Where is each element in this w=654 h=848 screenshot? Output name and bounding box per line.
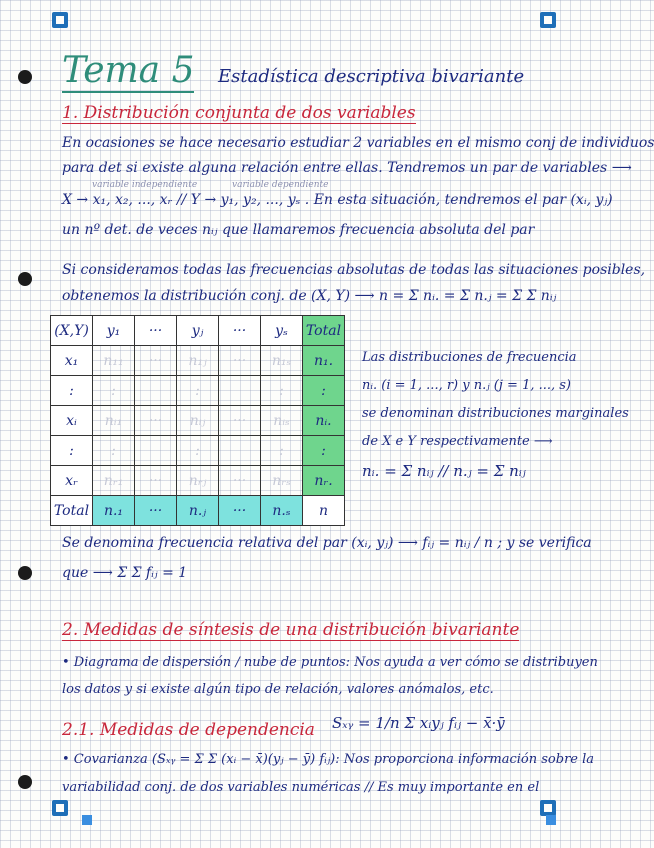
contingency-table [50, 315, 345, 526]
table-cell: yⱼ [177, 316, 219, 346]
subsection-heading: 2.1. Medidas de dependencia [62, 720, 315, 740]
side-note-line: nᵢ. (i = 1, ..., r) y n.ⱼ (j = 1, ..., s) [362, 378, 572, 393]
table-cell: y₁ [93, 316, 135, 346]
table-row [51, 346, 345, 376]
variables-line: X → x₁, x₂, ..., xᵣ // Y → y₁, y₂, ..., yₛ . En esta situación, tendremos el par (xᵢ, yⱼ) [62, 192, 613, 208]
table-cell: ··· [219, 406, 261, 436]
binder-hole-icon [18, 566, 32, 580]
table-cell: yₛ [261, 316, 303, 346]
table-cell: (X,Y) [51, 316, 93, 346]
table-cell: ··· [219, 466, 261, 496]
table-cell: : [303, 376, 345, 406]
table-cell [135, 376, 177, 406]
table-cell [219, 376, 261, 406]
table-cell: : [261, 376, 303, 406]
paragraph-line: un nº det. de veces nᵢⱼ que llamaremos frecuencia absoluta del par [62, 222, 535, 238]
square-mark-icon [82, 815, 92, 825]
table-row [51, 376, 345, 406]
paragraph-line: que ⟶ Σ Σ fᵢⱼ = 1 [62, 565, 188, 581]
table-cell: : [177, 436, 219, 466]
page-subtitle: Estadística descriptiva bivariante [218, 66, 525, 87]
paragraph-line: para det si existe alguna relación entre ellas. Tendremos un par de variables ⟶ [62, 160, 632, 176]
table-cell: n₁. [303, 346, 345, 376]
paragraph-line: obtenemos la distribución conj. de (X, Y) ⟶ n = Σ nᵢ. = Σ n.ⱼ = Σ Σ nᵢⱼ [62, 288, 557, 304]
table-cell: nᵣ₁ [93, 466, 135, 496]
section-1-heading: 1. Distribución conjunta de dos variables [62, 103, 416, 123]
table-cell: n [303, 496, 345, 526]
table-cell: n.ⱼ [177, 496, 219, 526]
table-cell: nᵢₛ [261, 406, 303, 436]
section-2-heading: 2. Medidas de síntesis de una distribución bivariante [62, 620, 520, 640]
table-cell: n.ₛ [261, 496, 303, 526]
table-cell: ··· [135, 406, 177, 436]
table-row [51, 466, 345, 496]
table-cell: n₁ₛ [261, 346, 303, 376]
table-cell: : [51, 376, 93, 406]
table-cell: x₁ [51, 346, 93, 376]
binder-hole-icon [18, 70, 32, 84]
table-cell: nᵣₛ [261, 466, 303, 496]
covariance-formula: Sₓᵧ = 1/n Σ xᵢyⱼ fᵢⱼ − x̄·ȳ [332, 714, 505, 732]
side-note-formula: nᵢ. = Σ nᵢⱼ // n.ⱼ = Σ nᵢⱼ [362, 462, 526, 480]
binder-hole-icon [18, 775, 32, 789]
paragraph-line: Se denomina frecuencia relativa del par (xᵢ, yⱼ) ⟶ fᵢⱼ = nᵢⱼ / n ; y se verifica [62, 535, 592, 551]
table-cell: ··· [135, 496, 177, 526]
table-cell: n₁₁ [93, 346, 135, 376]
table-cell: Total [303, 316, 345, 346]
table-cell: ··· [219, 346, 261, 376]
side-note-line: de X e Y respectivamente ⟶ [362, 434, 553, 449]
bullet-line: • Diagrama de dispersión / nube de puntos: Nos ayuda a ver cómo se distribuyen [62, 655, 598, 670]
table-cell: : [303, 436, 345, 466]
table-cell: Total [51, 496, 93, 526]
table-row [51, 436, 345, 466]
table-row [51, 406, 345, 436]
table-cell: ··· [135, 316, 177, 346]
side-note-line: Las distribuciones de frecuencia [362, 350, 577, 365]
table-cell: xᵢ [51, 406, 93, 436]
table-cell: nᵣ. [303, 466, 345, 496]
bullet-line: • Covarianza (Sₓᵧ = Σ Σ (xᵢ − x̄)(yⱼ − ȳ) fᵢⱼ): Nos proporciona información sobre la [62, 752, 595, 767]
table-cell: : [261, 436, 303, 466]
table-cell [135, 436, 177, 466]
square-mark-icon [546, 815, 556, 825]
table-cell: : [93, 436, 135, 466]
bullet-line: variabilidad conj. de dos variables numéricas // Es muy importante en el [62, 780, 540, 795]
bullet-line: los datos y si existe algún tipo de relación, valores anómalos, etc. [62, 682, 494, 697]
corner-bracket-icon [52, 800, 68, 816]
note-y: variable dependiente [232, 180, 329, 190]
page-title: Tema 5 [62, 50, 195, 91]
table-cell: n₁ⱼ [177, 346, 219, 376]
table-cell: ··· [219, 316, 261, 346]
table-cell: ··· [135, 466, 177, 496]
paragraph-line: En ocasiones se hace necesario estudiar 2 variables en el mismo conj de individuos [62, 135, 654, 151]
table-row [51, 496, 345, 526]
side-note-line: se denominan distribuciones marginales [362, 406, 629, 421]
table-cell: nᵢⱼ [177, 406, 219, 436]
table-cell: xᵣ [51, 466, 93, 496]
table-row [51, 316, 345, 346]
table-cell: : [51, 436, 93, 466]
table-cell: : [177, 376, 219, 406]
corner-bracket-icon [540, 800, 556, 816]
table-cell: nᵢ. [303, 406, 345, 436]
paragraph-line: Si consideramos todas las frecuencias absolutas de todas las situaciones posibles, [62, 262, 646, 278]
table-cell: nᵣⱼ [177, 466, 219, 496]
table-cell: ··· [135, 346, 177, 376]
corner-bracket-icon [52, 12, 68, 28]
table-cell: n.₁ [93, 496, 135, 526]
note-x: variable independiente [92, 180, 198, 190]
binder-hole-icon [18, 272, 32, 286]
table-cell: ··· [219, 496, 261, 526]
table-cell: : [93, 376, 135, 406]
table-cell [219, 436, 261, 466]
corner-bracket-icon [540, 12, 556, 28]
table-cell: nᵢ₁ [93, 406, 135, 436]
